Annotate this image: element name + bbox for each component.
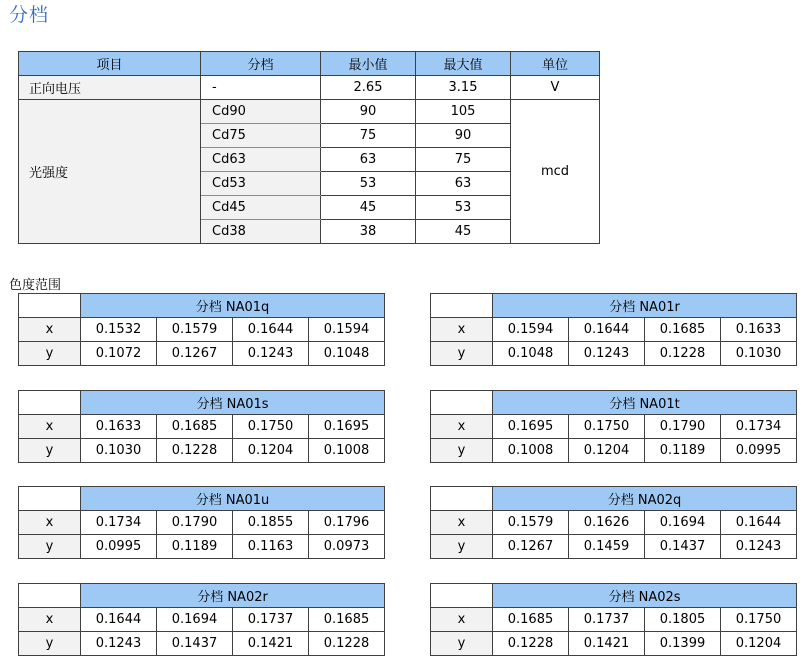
header-item: 项目 — [19, 52, 201, 76]
y-value: 0.1204 — [233, 439, 309, 463]
color-table-header — [19, 294, 385, 318]
header-blank — [431, 487, 493, 511]
binning-table — [18, 51, 600, 244]
color-table-header — [19, 487, 385, 511]
y-label: y — [431, 632, 493, 656]
x-value: 0.1626 — [569, 511, 645, 535]
x-label: x — [431, 318, 493, 342]
color-table-header — [431, 584, 797, 608]
unit-cell: mcd — [511, 100, 600, 244]
x-label: x — [431, 511, 493, 535]
color-table-na02s — [430, 583, 797, 656]
header-blank — [19, 391, 81, 415]
max-cell: 90 — [416, 124, 511, 148]
y-value: 0.1030 — [81, 439, 157, 463]
x-value: 0.1694 — [157, 608, 233, 632]
max-cell: 3.15 — [416, 76, 511, 100]
x-value: 0.1855 — [233, 511, 309, 535]
y-value: 0.1228 — [645, 342, 721, 366]
y-value: 0.1030 — [721, 342, 797, 366]
y-value: 0.1399 — [645, 632, 721, 656]
y-value: 0.1048 — [309, 342, 385, 366]
y-value: 0.1204 — [569, 439, 645, 463]
max-cell: 75 — [416, 148, 511, 172]
color-table-title: 分档 NA02r — [81, 584, 385, 608]
x-value: 0.1790 — [645, 415, 721, 439]
x-value: 0.1532 — [81, 318, 157, 342]
header-blank — [431, 584, 493, 608]
y-value: 0.0995 — [721, 439, 797, 463]
y-value: 0.1228 — [309, 632, 385, 656]
header-blank — [19, 487, 81, 511]
header-min: 最小值 — [321, 52, 416, 76]
header-blank — [19, 584, 81, 608]
bin-cell: Cd75 — [201, 124, 321, 148]
color-table-title: 分档 NA02s — [493, 584, 797, 608]
x-value: 0.1644 — [569, 318, 645, 342]
x-row — [19, 415, 385, 439]
y-row — [19, 439, 385, 463]
y-row — [431, 342, 797, 366]
x-value: 0.1644 — [233, 318, 309, 342]
y-value: 0.0995 — [81, 535, 157, 559]
y-value: 0.1163 — [233, 535, 309, 559]
x-row — [19, 511, 385, 535]
color-table-na02r — [18, 583, 385, 656]
bin-cell: Cd63 — [201, 148, 321, 172]
header-blank — [431, 294, 493, 318]
y-row — [19, 632, 385, 656]
forward-voltage-row — [19, 76, 600, 100]
color-table-na01u — [18, 486, 385, 559]
x-value: 0.1734 — [721, 415, 797, 439]
y-value: 0.1437 — [157, 632, 233, 656]
color-table-title: 分档 NA01t — [493, 391, 797, 415]
color-table-na01r — [430, 293, 797, 366]
header-bin: 分档 — [201, 52, 321, 76]
x-row — [431, 511, 797, 535]
x-value: 0.1694 — [645, 511, 721, 535]
min-cell: 63 — [321, 148, 416, 172]
y-value: 0.1437 — [645, 535, 721, 559]
x-value: 0.1750 — [569, 415, 645, 439]
y-label: y — [19, 342, 81, 366]
y-label: y — [19, 439, 81, 463]
y-row — [431, 535, 797, 559]
color-table-na01s — [18, 390, 385, 463]
bin-cell: Cd45 — [201, 196, 321, 220]
x-row — [431, 318, 797, 342]
y-value: 0.1243 — [233, 342, 309, 366]
color-table-title: 分档 NA01q — [81, 294, 385, 318]
y-value: 0.1267 — [493, 535, 569, 559]
header-unit: 单位 — [511, 52, 600, 76]
x-value: 0.1750 — [233, 415, 309, 439]
color-table-na02q — [430, 486, 797, 559]
y-value: 0.1189 — [645, 439, 721, 463]
color-table-header — [431, 391, 797, 415]
y-value: 0.1243 — [81, 632, 157, 656]
x-value: 0.1579 — [493, 511, 569, 535]
y-label: y — [431, 535, 493, 559]
y-value: 0.0973 — [309, 535, 385, 559]
x-value: 0.1685 — [645, 318, 721, 342]
x-row — [19, 318, 385, 342]
y-label: y — [19, 632, 81, 656]
x-value: 0.1594 — [309, 318, 385, 342]
x-value: 0.1644 — [721, 511, 797, 535]
color-table-title: 分档 NA01r — [493, 294, 797, 318]
x-label: x — [19, 415, 81, 439]
x-value: 0.1796 — [309, 511, 385, 535]
color-range-title: 色度范围 — [9, 278, 62, 293]
y-value: 0.1008 — [493, 439, 569, 463]
x-value: 0.1685 — [493, 608, 569, 632]
color-table-title: 分档 NA02q — [493, 487, 797, 511]
x-value: 0.1695 — [493, 415, 569, 439]
color-table-header — [19, 391, 385, 415]
y-value: 0.1048 — [493, 342, 569, 366]
bin-cell: Cd53 — [201, 172, 321, 196]
y-label: y — [431, 439, 493, 463]
y-value: 0.1189 — [157, 535, 233, 559]
x-value: 0.1579 — [157, 318, 233, 342]
max-cell: 63 — [416, 172, 511, 196]
color-table-title: 分档 NA01s — [81, 391, 385, 415]
x-value: 0.1685 — [309, 608, 385, 632]
max-cell: 45 — [416, 220, 511, 244]
x-value: 0.1594 — [493, 318, 569, 342]
x-label: x — [431, 415, 493, 439]
color-table-na01q — [18, 293, 385, 366]
color-table-title: 分档 NA01u — [81, 487, 385, 511]
x-value: 0.1695 — [309, 415, 385, 439]
unit-cell: V — [511, 76, 600, 100]
x-value: 0.1790 — [157, 511, 233, 535]
header-blank — [19, 294, 81, 318]
x-row — [19, 608, 385, 632]
x-label: x — [19, 511, 81, 535]
page-title: 分档 — [9, 4, 50, 26]
y-value: 0.1459 — [569, 535, 645, 559]
x-value: 0.1633 — [721, 318, 797, 342]
y-label: y — [431, 342, 493, 366]
y-value: 0.1228 — [493, 632, 569, 656]
y-row — [19, 535, 385, 559]
max-cell: 53 — [416, 196, 511, 220]
y-value: 0.1228 — [157, 439, 233, 463]
x-value: 0.1734 — [81, 511, 157, 535]
x-value: 0.1750 — [721, 608, 797, 632]
y-value: 0.1421 — [233, 632, 309, 656]
header-blank — [431, 391, 493, 415]
x-value: 0.1685 — [157, 415, 233, 439]
color-table-header — [19, 584, 385, 608]
color-table-na01t — [430, 390, 797, 463]
x-value: 0.1644 — [81, 608, 157, 632]
y-value: 0.1204 — [721, 632, 797, 656]
y-row — [431, 439, 797, 463]
y-label: y — [19, 535, 81, 559]
y-value: 0.1243 — [721, 535, 797, 559]
item-forward-voltage: 正向电压 — [19, 76, 201, 100]
min-cell: 90 — [321, 100, 416, 124]
min-cell: 45 — [321, 196, 416, 220]
luminous-row — [19, 100, 600, 124]
y-value: 0.1267 — [157, 342, 233, 366]
x-row — [431, 608, 797, 632]
header-max: 最大值 — [416, 52, 511, 76]
x-value: 0.1737 — [569, 608, 645, 632]
min-cell: 53 — [321, 172, 416, 196]
min-cell: 38 — [321, 220, 416, 244]
y-value: 0.1008 — [309, 439, 385, 463]
x-row — [431, 415, 797, 439]
x-value: 0.1805 — [645, 608, 721, 632]
bin-cell: - — [201, 76, 321, 100]
binning-header-row — [19, 52, 600, 76]
y-value: 0.1421 — [569, 632, 645, 656]
y-row — [19, 342, 385, 366]
min-cell: 75 — [321, 124, 416, 148]
max-cell: 105 — [416, 100, 511, 124]
min-cell: 2.65 — [321, 76, 416, 100]
x-label: x — [431, 608, 493, 632]
y-value: 0.1243 — [569, 342, 645, 366]
bin-cell: Cd38 — [201, 220, 321, 244]
color-table-header — [431, 294, 797, 318]
color-table-header — [431, 487, 797, 511]
x-label: x — [19, 608, 81, 632]
y-row — [431, 632, 797, 656]
x-label: x — [19, 318, 81, 342]
y-value: 0.1072 — [81, 342, 157, 366]
item-luminous-intensity: 光强度 — [19, 100, 201, 244]
x-value: 0.1737 — [233, 608, 309, 632]
x-value: 0.1633 — [81, 415, 157, 439]
bin-cell: Cd90 — [201, 100, 321, 124]
